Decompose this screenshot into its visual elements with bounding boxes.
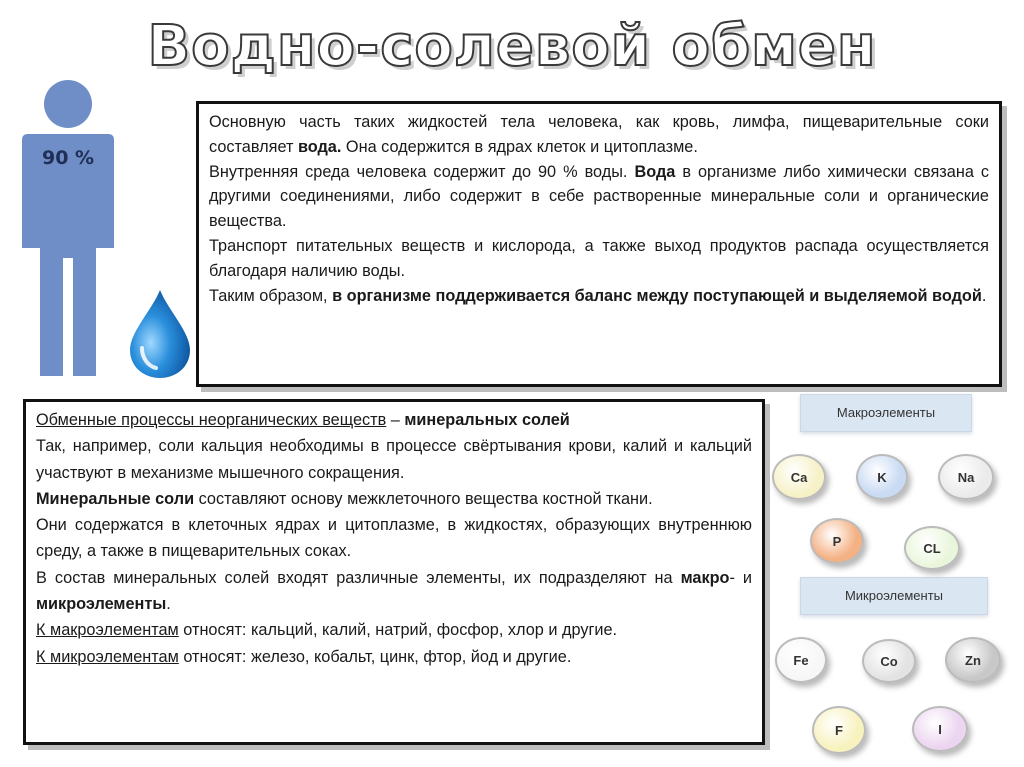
element-bubble-k: K (856, 454, 908, 500)
element-bubble-p: P (810, 518, 864, 564)
paragraph-balance: Таким образом, в организме поддерживается баланс между поступающей и выделяемой водой. (209, 286, 987, 305)
microelements-band: Микроэлементы (800, 577, 988, 615)
water-info-box (196, 101, 1002, 387)
minerals-heading: Обменные процессы неорганических веществ – минеральных солей (36, 411, 570, 429)
element-bubble-f: F (812, 706, 866, 754)
human-silhouette-icon (18, 78, 118, 378)
element-bubble-na: Na (938, 454, 994, 500)
element-bubble-zn: Zn (945, 637, 1001, 683)
paragraph-bone: Минеральные соли составляют основу межклеточного вещества костной ткани. (36, 489, 653, 508)
water-percentage-label: 90 % (42, 147, 95, 169)
paragraph-microelements: К микроэлементам относят: железо, кобальт, цинк, фтор, йод и другие. (36, 647, 572, 666)
paragraph-calcium: Так, например, соли кальция необходимы в процессе свёртывания крови, калий и кальций участвуют в механизме мышечного сокращения. (36, 437, 752, 482)
element-bubble-cl: CL (904, 526, 960, 570)
element-bubble-i: I (912, 706, 968, 752)
paragraph-location: Они содержатся в клеточных ядрах и цитоплазме, в жидкостях, образующих внутреннюю среду, а также в пищеварительных соках. (36, 516, 752, 561)
paragraph-macroelements: К макроэлементам относят: кальций, калий, натрий, фосфор, хлор и другие. (36, 621, 618, 640)
page-title: Водно-солевой обмен (147, 14, 877, 79)
paragraph-transport: Транспорт питательных веществ и кислорода, а также выход продуктов распада осуществляется благодаря наличию воды. (209, 236, 989, 280)
element-bubble-co: Co (862, 639, 916, 683)
paragraph-elements: В состав минеральных солей входят различные элементы, их подразделяют на макро- и микроэлементы. (36, 568, 752, 614)
minerals-info-box (23, 399, 765, 745)
paragraph-internal-environment: Внутренняя среда человека содержит до 90 % воды. Вода в организме либо химически связана с другими соединениями, либо содержит в себе растворенные минеральные соли и органические вещества. (209, 162, 990, 231)
element-bubble-ca: Ca (772, 454, 826, 500)
paragraph-water-composition: Основную часть таких жидкостей тела человека, как кровь, лимфа, пищеварительные соки составляет вода. Она содержится в ядрах клеток и цитоплазме. (209, 113, 989, 156)
water-drop-icon (128, 288, 192, 380)
macroelements-band: Макроэлементы (800, 394, 972, 432)
element-bubble-fe: Fe (775, 637, 827, 683)
